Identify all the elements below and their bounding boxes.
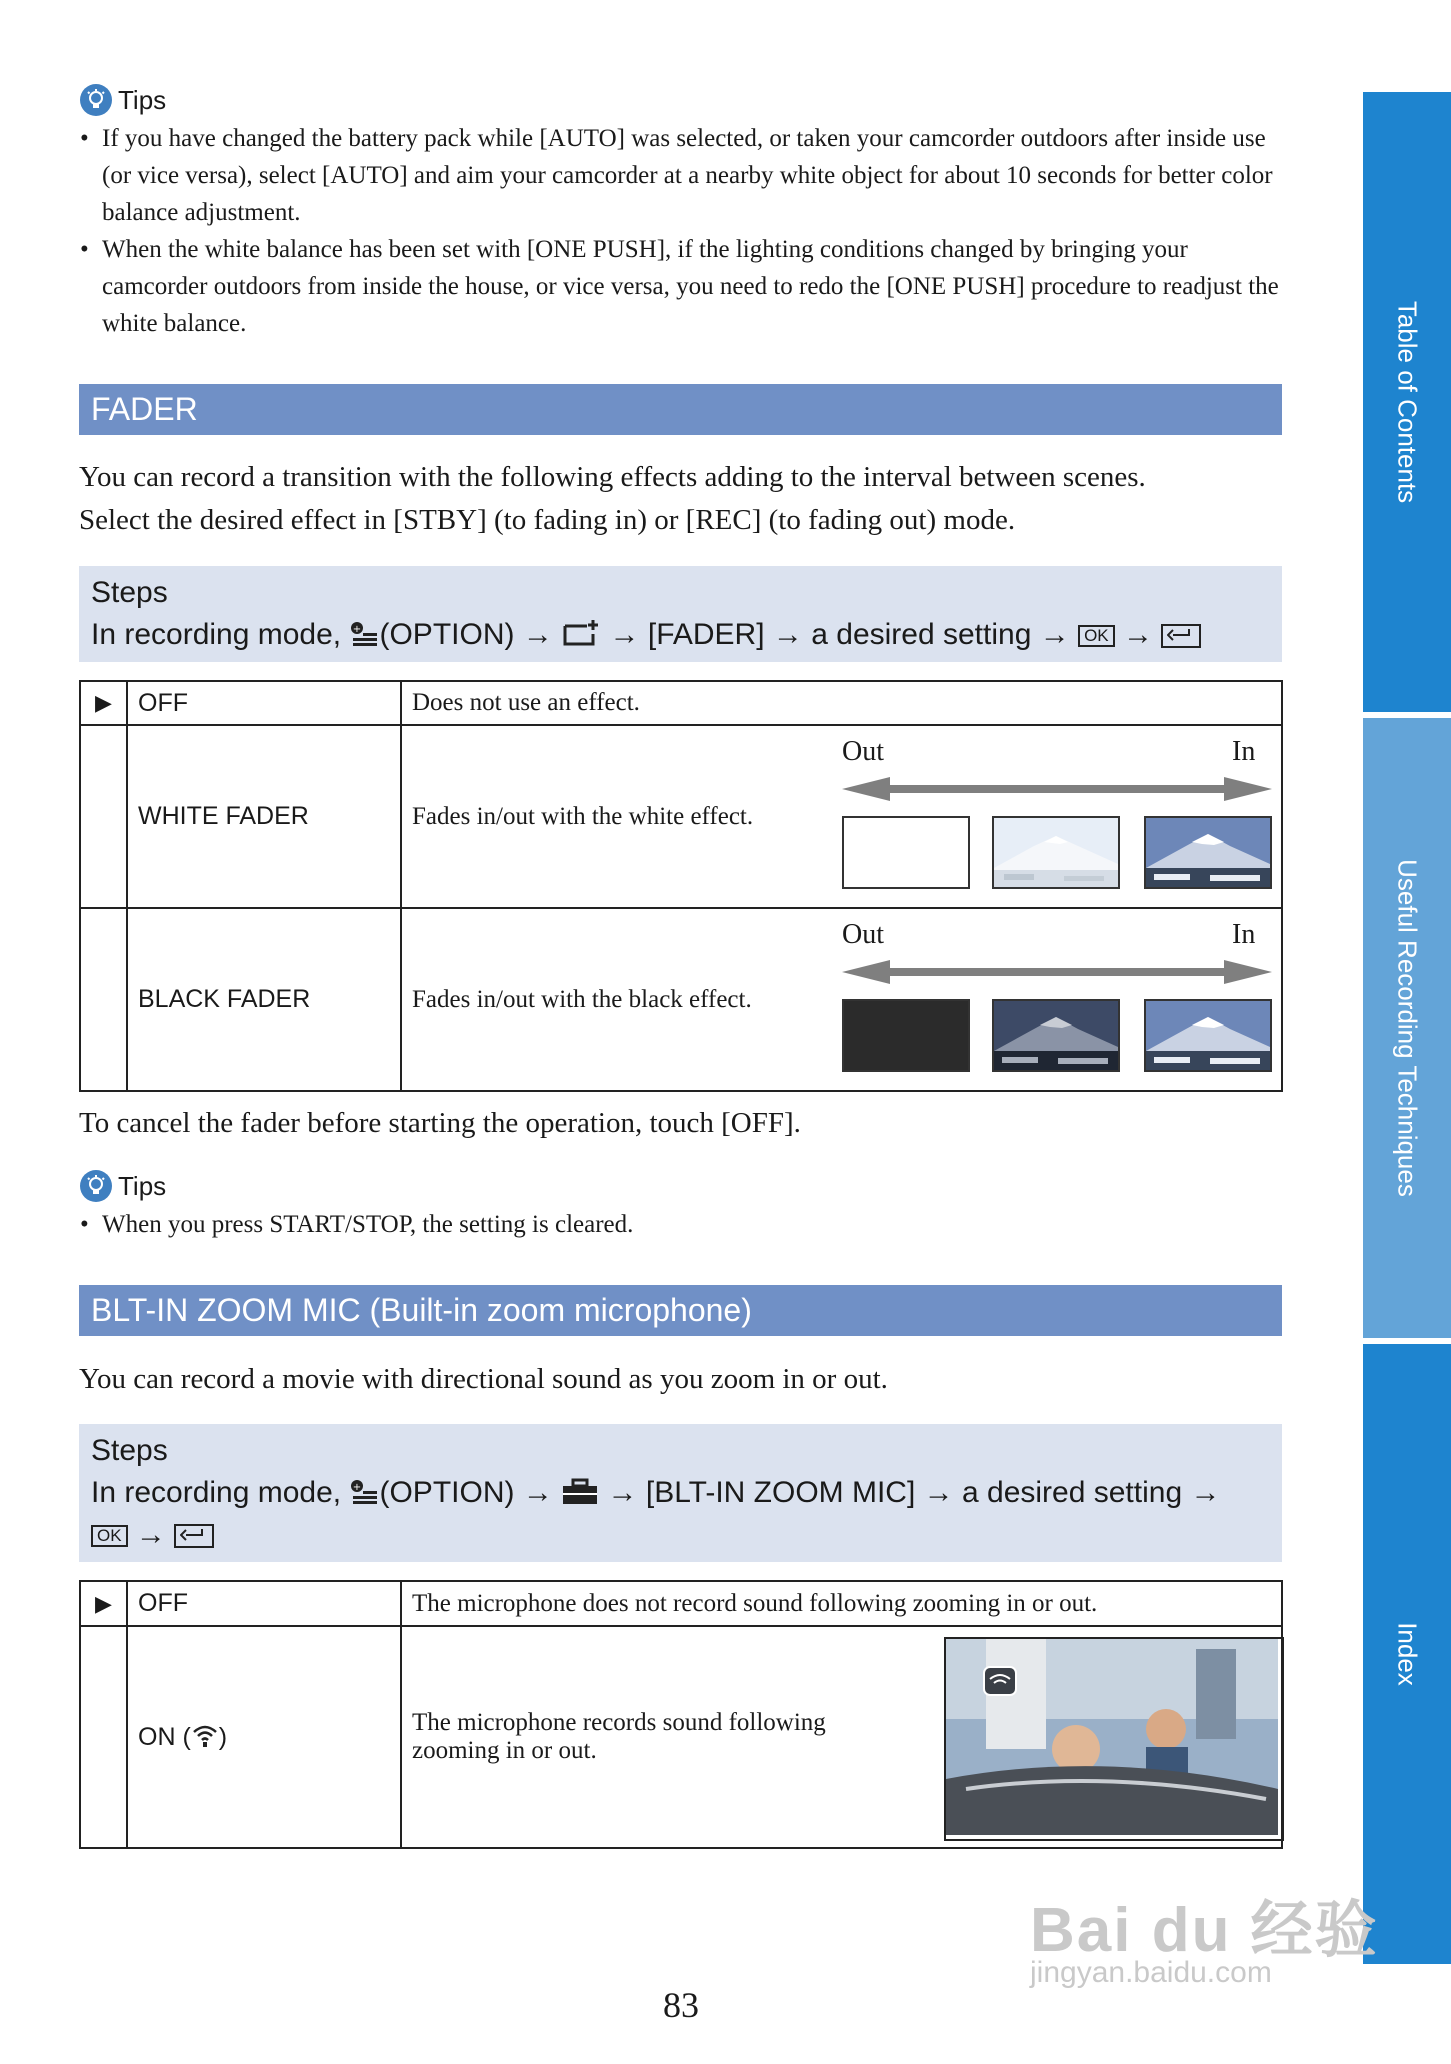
- tab-label: Index: [1392, 1622, 1423, 1686]
- option-description: [412, 1709, 882, 1765]
- fader-intro-line: Select the desired effect in [STBY] (to fading in) or [REC] (to fading out) mode.: [79, 504, 1016, 536]
- tab-index[interactable]: [1363, 1344, 1451, 1964]
- tips-label: Tips: [118, 1170, 167, 1201]
- watermark-url: jingyan.baidu.com: [1030, 1956, 1272, 1989]
- arrow-icon: →: [607, 1476, 638, 1509]
- in-label: In: [1232, 919, 1256, 950]
- option-icon: [349, 1476, 379, 1509]
- mountain-darkened-thumbnail: [992, 999, 1120, 1072]
- option-description-line: zooming in or out.: [412, 1737, 597, 1764]
- watermark-logo: Bai du 经验: [1030, 1896, 1379, 1965]
- mountain-thumbnail: [1144, 999, 1272, 1072]
- tips-label: Tips: [118, 84, 167, 115]
- svg-text:+: +: [353, 1482, 362, 1493]
- steps-path-continued: [91, 1514, 1270, 1556]
- mic-options-table: [79, 1580, 1283, 1849]
- tip-item: • When the white balance has been set with [ONE PUSH], if the lighting conditions changed by bringing your camcorder outdoors from inside the house, or vice versa, you need to redo the [ONE PUSH] procedure to readjust the white balance.: [80, 231, 1280, 342]
- option-name: OFF: [127, 1581, 401, 1626]
- white-frame-thumbnail: [842, 816, 970, 889]
- arrow-icon: →: [1190, 1476, 1221, 1509]
- black-frame-thumbnail: [842, 999, 970, 1072]
- empty-cell: [80, 725, 127, 908]
- ok-icon: OK: [1078, 625, 1115, 647]
- tab-label: Table of Contents: [1392, 300, 1423, 504]
- arrow-icon: →: [923, 1476, 954, 1509]
- return-icon: [174, 1524, 214, 1548]
- ok-icon: OK: [91, 1525, 128, 1547]
- out-in-arrow-icon: [842, 959, 1272, 985]
- arrow-icon: →: [1039, 618, 1070, 651]
- mic-intro: You can record a movie with directional sound as you zoom in or out.: [79, 1363, 888, 1395]
- toolbox-icon: [561, 1476, 599, 1509]
- page-number: 83: [663, 1985, 699, 2025]
- fader-intro-line: You can record a transition with the following effects adding to the interval between scenes.: [79, 461, 1146, 493]
- kids-in-car-photo: [944, 1637, 1284, 1841]
- arrow-icon: →: [772, 618, 803, 651]
- out-in-arrow-icon: [842, 776, 1272, 802]
- arrow-icon: →: [522, 1476, 553, 1509]
- steps-item: [FADER]: [647, 618, 765, 651]
- lightbulb-icon: [80, 1170, 112, 1202]
- table-row: [80, 1581, 1282, 1626]
- fader-steps-box: [79, 566, 1282, 662]
- option-description-cell: [401, 1626, 1282, 1848]
- tip-item: • When you press START/STOP, the setting is cleared.: [80, 1206, 1280, 1243]
- arrow-icon: →: [1122, 618, 1153, 651]
- steps-rest: a desired setting: [962, 1476, 1183, 1509]
- fader-intro: [79, 456, 1299, 542]
- option-description-line: The microphone records sound following: [412, 1709, 826, 1736]
- option-description: Fades in/out with the white effect.: [412, 802, 754, 830]
- fader-section-heading: FADER: [79, 384, 1282, 435]
- steps-prefix: In recording mode,: [91, 1476, 342, 1509]
- arrow-icon: →: [609, 618, 640, 651]
- option-name-end: ): [218, 1722, 228, 1751]
- tab-table-of-contents[interactable]: [1363, 92, 1451, 712]
- return-icon: [1161, 624, 1201, 648]
- camera-menu-icon: [561, 618, 601, 651]
- mountain-thumbnail: [1144, 816, 1272, 889]
- lightbulb-icon: [80, 84, 112, 116]
- option-name: WHITE FADER: [127, 725, 401, 908]
- option-icon: [349, 618, 379, 651]
- option-description: Does not use an effect.: [401, 681, 1282, 725]
- in-label: In: [1232, 736, 1256, 767]
- mic-section-heading: BLT-IN ZOOM MIC (Built-in zoom microphone): [79, 1285, 1282, 1336]
- option-description-cell: [401, 908, 1282, 1091]
- tab-useful-recording-techniques[interactable]: [1363, 718, 1451, 1338]
- steps-rest: a desired setting: [811, 618, 1032, 651]
- option-description: The microphone does not record sound following zooming in or out.: [401, 1581, 1282, 1626]
- option-name: BLACK FADER: [127, 908, 401, 1091]
- table-row: [80, 681, 1282, 725]
- steps-prefix: In recording mode,: [91, 618, 342, 651]
- table-row: [80, 725, 1282, 908]
- steps-path: [91, 614, 1270, 656]
- table-row: [80, 908, 1282, 1091]
- svg-text:+: +: [353, 624, 362, 635]
- mountain-faded-thumbnail: [992, 816, 1120, 889]
- tips-heading: [80, 1170, 166, 1202]
- tab-label: Useful Recording Techniques: [1392, 859, 1423, 1197]
- default-marker: ▶: [80, 681, 127, 725]
- steps-option: (OPTION): [379, 1476, 515, 1509]
- tips-list: [80, 1206, 1280, 1243]
- arrow-icon: →: [522, 618, 553, 651]
- steps-path: [91, 1472, 1270, 1514]
- fader-cancel-note: To cancel the fader before starting the operation, touch [OFF].: [79, 1107, 801, 1139]
- option-name: OFF: [127, 681, 401, 725]
- option-description-cell: [401, 725, 1282, 908]
- empty-cell: [80, 908, 127, 1091]
- mic-steps-box: [79, 1424, 1282, 1562]
- out-label: Out: [842, 736, 884, 767]
- steps-item: [BLT-IN ZOOM MIC]: [645, 1476, 916, 1509]
- steps-title: Steps: [91, 1434, 168, 1467]
- steps-option: (OPTION): [379, 618, 515, 651]
- zoom-mic-icon: [191, 1723, 219, 1751]
- steps-title: Steps: [91, 576, 168, 609]
- table-row: [80, 1626, 1282, 1848]
- option-name: ON (: [138, 1722, 191, 1751]
- fader-options-table: [79, 680, 1283, 1092]
- tips-heading: [80, 84, 166, 116]
- empty-cell: [80, 1626, 127, 1848]
- arrow-icon: →: [135, 1518, 166, 1551]
- tips-list: [80, 120, 1280, 342]
- out-label: Out: [842, 919, 884, 950]
- default-marker: ▶: [80, 1581, 127, 1626]
- tip-item: • If you have changed the battery pack while [AUTO] was selected, or taken your camcorder outdoors after inside use (or vice versa), select [AUTO] and aim your camcorder at a nearby white object for about 10 seconds for better color balance adjustment.: [80, 120, 1280, 231]
- option-name-cell: [127, 1626, 401, 1848]
- option-description: Fades in/out with the black effect.: [412, 985, 752, 1013]
